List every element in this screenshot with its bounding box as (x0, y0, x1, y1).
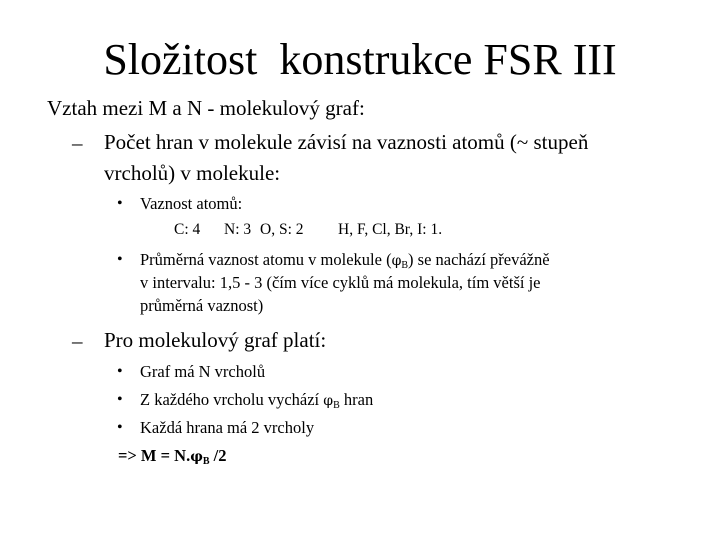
dash-bullet: – (72, 131, 83, 155)
dash-bullet: – (72, 329, 83, 353)
slide-title: Složitost konstrukce FSR III (103, 35, 617, 84)
bullet-icon: • (117, 363, 123, 380)
phi-symbol: φ (323, 393, 334, 409)
valence-n: N: 3 (224, 221, 252, 238)
valence-heading: Vaznost atomů: (140, 194, 243, 213)
section1-line2: vrcholů) v molekule: (104, 161, 281, 185)
phi-symbol: φ (190, 449, 203, 465)
valence-c: C: 4 (174, 221, 201, 238)
valence-halogens: H, F, Cl, Br, I: 1. (338, 221, 443, 238)
bullet-icon: • (117, 251, 123, 268)
formula: => $M = N.\varphi_B$ /2 (118, 446, 227, 467)
valence-os: O, S: 2 (260, 221, 304, 238)
graph-item3: Každá hrana má 2 vrcholy (140, 418, 315, 437)
average-line1: Průměrná vaznost atomu v molekule $(\varphi_B)$ se nachází převážně (140, 250, 550, 271)
bullet-icon: • (117, 419, 123, 436)
section1-line1: Počet hran v molekule závisí na vaznosti atomů (~ stupeň (104, 130, 589, 154)
graph-item1: Graf má N vrcholů (140, 362, 266, 381)
phi-symbol: φ (391, 253, 402, 269)
bullet-icon: • (117, 391, 123, 408)
average-line3: průměrná vaznost) (140, 296, 264, 315)
graph-item2: Z každého vrcholu vychází $\varphi_B$ hran (140, 390, 374, 411)
intro-line: Vztah mezi M a N - molekulový graf: (47, 96, 365, 120)
section2-line1: Pro molekulový graf platí: (104, 328, 327, 352)
bullet-icon: • (117, 195, 123, 212)
average-line2: v intervalu: 1,5 - 3 (čím více cyklů má molekula, tím větší je (140, 273, 541, 292)
